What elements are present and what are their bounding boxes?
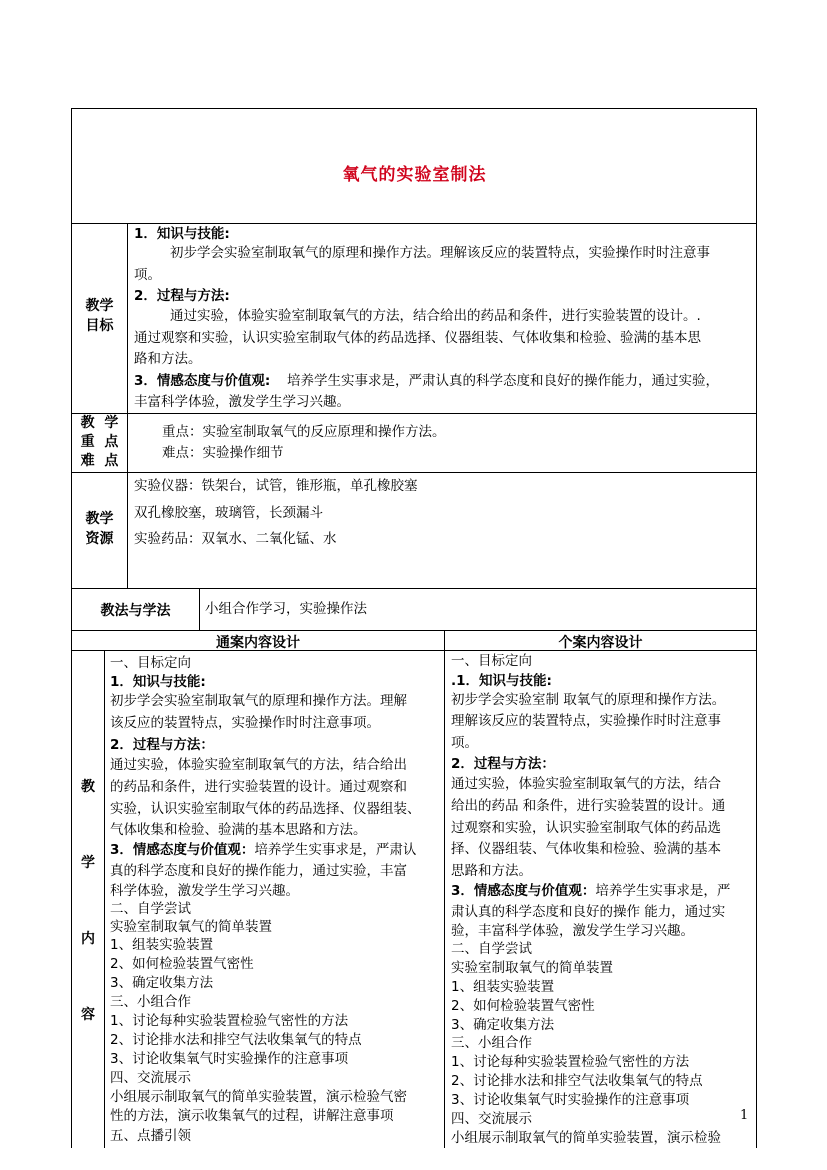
- goals-heading-2: 2．过程与方法:: [134, 288, 230, 304]
- row-divider: [71, 630, 757, 631]
- right_col-line: 给出的药品 和条件，进行实验装置的设计。通: [451, 798, 726, 814]
- left_col-line: 1、讨论每种实验装置检验气密性的方法: [110, 1013, 349, 1029]
- left_col-line: 四、交流展示: [110, 1070, 191, 1086]
- goals-text: 通过实验，体验实验室制取氧气的方法，结合给出的药品和条件，进行实验装置的设计。.: [170, 308, 701, 324]
- content-label-char: 学: [81, 855, 95, 871]
- left_col-line: 实验，认识实验室制取气体的药品选择、仪器组装、: [110, 801, 421, 817]
- left_col-line: 实验室制取氧气的简单装置: [110, 919, 272, 935]
- row-divider: [71, 472, 757, 473]
- left_col-line: 性的方法，演示收集氧气的过程，讲解注意事项: [110, 1108, 394, 1124]
- table-border-top: [71, 108, 757, 109]
- page-title: 氧气的实验室制法: [342, 165, 487, 185]
- right_col-line: 2．过程与方法：: [451, 756, 555, 772]
- right_col-line: 一、目标定向: [451, 653, 532, 669]
- resources-instruments-cont: 双孔橡胶塞，玻璃管，长颈漏斗: [134, 505, 323, 521]
- left_col-line: 3、讨论收集氧气时实验操作的注意事项: [110, 1051, 349, 1067]
- left_col-line: 3．情感态度与价值观：培养学生实事求是，严肃认: [110, 842, 417, 858]
- content-label-divider: [104, 650, 105, 1148]
- method-text: 小组合作学习，实验操作法: [205, 601, 367, 617]
- left_col-line: 三、小组合作: [110, 994, 191, 1010]
- left_col-line: 真的科学态度和良好的操作能力，通过实验，丰富: [110, 863, 407, 879]
- resources-chemicals: 实验药品：双氧水、二氧化锰、水: [134, 531, 337, 547]
- left_col-line: 小组展示制取氧气的简单实验装置，演示检验气密: [110, 1089, 407, 1105]
- left_col-line: 科学体验，激发学生学习兴趣。: [110, 883, 299, 899]
- right_col-line: 1、组装实验装置: [451, 979, 555, 995]
- right_col-line: 实验室制取氧气的简单装置: [451, 960, 613, 976]
- left_col-line: 2．过程与方法：: [110, 737, 214, 753]
- left_col-line: 的药品和条件，进行实验装置的设计。通过观察和: [110, 779, 407, 795]
- goals-text: 路和方法。: [134, 351, 202, 367]
- keypoint-main: 重点：实验室制取氧气的反应原理和操作方法。: [162, 424, 446, 440]
- right_col-line: 验，丰富科学体验，激发学生学习兴趣。: [451, 923, 694, 939]
- right_col-line: 初步学会实验室制 取氧气的原理和操作方法。: [451, 692, 726, 708]
- goals-label-line1: 教学: [85, 298, 114, 314]
- right_col-line: 肃认真的科学态度和良好的操作 能力，通过实: [451, 904, 726, 920]
- goals-text: 培养学生实事求是，严肃认真的科学态度和良好的操作能力，通过实验，: [287, 373, 719, 389]
- left_col-line: 一、目标定向: [110, 655, 191, 671]
- right_col-line: 通过实验，体验实验室制取氧气的方法，结合: [451, 776, 721, 792]
- keypoints-label-line: 教 学: [80, 415, 119, 431]
- content-label-char: 内: [81, 931, 95, 947]
- keypoints-label-line: 重 点: [80, 434, 119, 450]
- left_col-line: 气体收集和检验、验满的基本思路和方法。: [110, 822, 367, 838]
- resources-label-line1: 教学: [85, 511, 114, 527]
- center-col-divider: [444, 630, 445, 1148]
- goals-label: [72, 296, 127, 336]
- left_col-line: 2、讨论排水法和排空气法收集氧气的特点: [110, 1032, 362, 1048]
- left_col-line: 通过实验，体验实验室制取氧气的方法，结合给出: [110, 757, 407, 773]
- right_col-line: .1．知识与技能:: [451, 673, 552, 689]
- left_col-line: 二、自学尝试: [110, 901, 191, 917]
- right_col-line: 择、仪器组装、气体收集和检验、验满的基本: [451, 841, 721, 857]
- label-col-divider: [127, 223, 128, 589]
- right_col-line: 二、自学尝试: [451, 941, 532, 957]
- left_col-line: 3、确定收集方法: [110, 975, 214, 991]
- goals-heading-3: 3．情感态度与价值观:: [134, 373, 271, 389]
- method-label: 教法与学法: [100, 603, 171, 619]
- individual-design-header: 个案内容设计: [558, 635, 643, 651]
- right_col-line: 3、确定收集方法: [451, 1017, 555, 1033]
- right_col-line: 2、如何检验装置气密性: [451, 998, 595, 1014]
- right_col-line: 思路和方法。: [451, 863, 532, 879]
- table-border-left: [71, 108, 72, 1148]
- left_col-line: 五、点播引领: [110, 1128, 191, 1144]
- content-label-char: 教: [81, 779, 95, 795]
- goals-text: 初步学会实验室制取氧气的原理和操作方法。理解该反应的装置特点，实验操作时时注意事: [170, 245, 710, 261]
- goals-heading-1: 1．知识与技能:: [134, 226, 230, 242]
- right_col-line: 3、讨论收集氧气时实验操作的注意事项: [451, 1092, 690, 1108]
- goals-label-line2: 目标: [85, 318, 114, 334]
- right_col-line: 2、讨论排水法和排空气法收集氧气的特点: [451, 1073, 703, 1089]
- right_col-line: 3．情感态度与价值观：培养学生实事求是，严: [451, 883, 731, 899]
- row-divider: [71, 588, 757, 589]
- keypoints-label-line: 难 点: [80, 453, 119, 469]
- table-border-right: [756, 108, 757, 1148]
- general-design-header: 通案内容设计: [216, 635, 300, 651]
- method-col-divider: [199, 589, 200, 631]
- content-label-char: 容: [81, 1007, 95, 1023]
- right_col-line: 三、小组合作: [451, 1035, 532, 1051]
- left_col-line: 1、组装实验装置: [110, 937, 214, 953]
- left_col-line: 该反应的装置特点，实验操作时时注意事项。: [110, 715, 380, 731]
- goals-text: 项。: [134, 267, 161, 283]
- left_col-line: 初步学会实验室制取氧气的原理和操作方法。理解: [110, 693, 407, 709]
- right_col-line: 项。: [451, 735, 478, 751]
- right_col-line: 小组展示制取氧气的简单实验装置，演示检验: [451, 1130, 721, 1146]
- goals-text: 通过观察和实验，认识实验室制取气体的药品选择、仪器组装、气体收集和检验、验满的基本思: [134, 330, 701, 346]
- right_col-line: 四、交流展示: [451, 1111, 532, 1127]
- row-divider: [71, 413, 757, 414]
- keypoint-difficulty: 难点：实验操作细节: [162, 445, 284, 461]
- right_col-line: 过观察和实验，认识实验室制取气体的药品选: [451, 820, 721, 836]
- left_col-line: 2、如何检验装置气密性: [110, 956, 254, 972]
- keypoints-label: [72, 414, 127, 471]
- left_col-line: 1．知识与技能:: [110, 674, 206, 690]
- resources-label: [72, 509, 127, 549]
- page-number: 1: [740, 1108, 749, 1123]
- resources-label-line2: 资源: [85, 531, 114, 547]
- right_col-line: 理解该反应的装置特点，实验操作时时注意事: [451, 713, 721, 729]
- row-divider: [71, 223, 757, 224]
- resources-instruments: 实验仪器：铁架台，试管，锥形瓶，单孔橡胶塞: [134, 478, 418, 494]
- right_col-line: 1、讨论每种实验装置检验气密性的方法: [451, 1054, 690, 1070]
- goals-text: 丰富科学体验，激发学生学习兴趣。: [134, 394, 350, 410]
